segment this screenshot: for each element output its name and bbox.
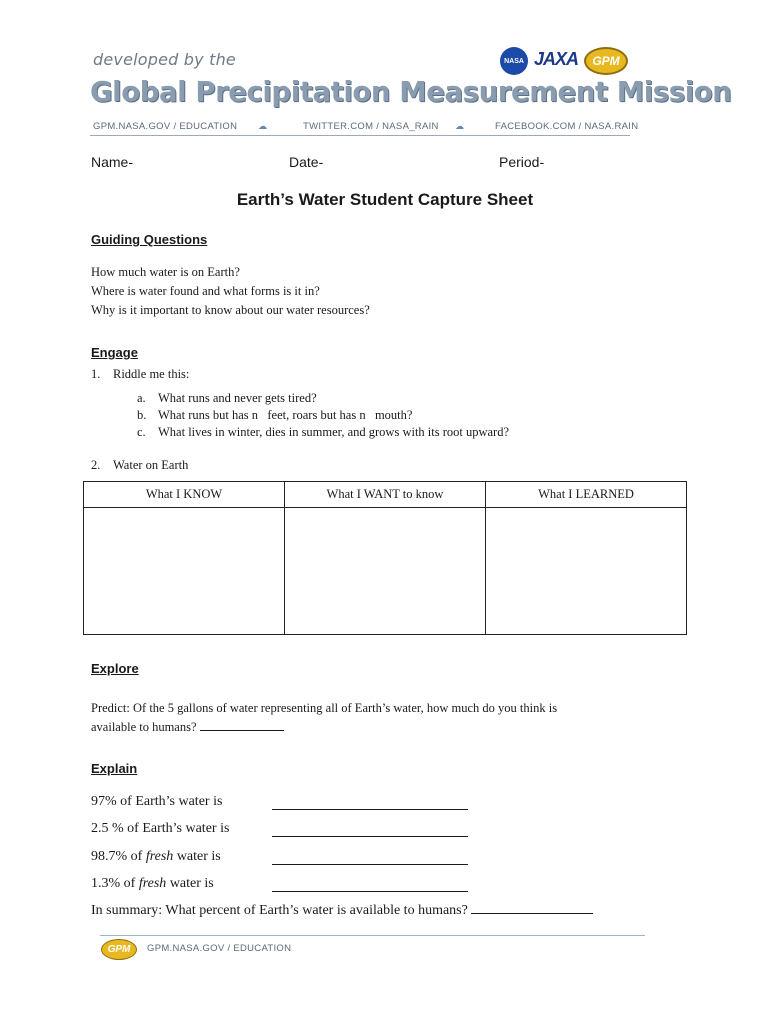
kwl-cell-want[interactable] [285,508,486,635]
footer-link-education[interactable]: GPM.NASA.GOV / EDUCATION [147,943,292,954]
gpm-logo: GPM [584,47,628,75]
guiding-question: How much water is on Earth? [91,265,240,279]
name-field-label: Name- [91,154,134,170]
explain-row-text: 97% of Earth’s water is [91,794,223,809]
kwl-header-learned: What I LEARNED [486,482,687,508]
explain-row [91,849,221,865]
footer-divider [100,935,645,936]
riddle-letter: b. [137,408,147,422]
riddle-letter: c. [137,425,146,439]
kwl-header-know: What I KNOW [84,482,285,508]
answer-blank[interactable] [272,864,468,865]
riddle-text: What runs but has n feet, roars but has n mouth? [158,408,413,422]
period-field-label: Period- [499,154,545,170]
guiding-question: Why is it important to know about our water resources? [91,303,370,317]
answer-blank[interactable] [272,836,468,837]
guiding-questions-list [91,263,651,320]
jaxa-logo: JAXA [534,49,579,69]
answer-blank[interactable] [272,809,468,810]
predict-line-2-text: available to humans? [91,720,197,734]
engage-item-1-text: Riddle me this: [113,367,190,381]
explain-row-italic: fresh [145,849,174,864]
engage-item-2-text: Water on Earth [113,458,189,472]
guiding-questions-heading: Guiding Questions [91,232,208,247]
cloud-icon: ☁ [258,121,267,131]
explain-row-text: 98.7% of [91,849,146,864]
header-divider [90,135,630,136]
kwl-cell-know[interactable] [84,508,285,635]
header-link-facebook[interactable]: FACEBOOK.COM / NASA.RAIN [495,121,639,132]
predict-answer-blank[interactable] [200,730,284,731]
explain-row-text-end: water is [166,876,214,891]
mission-title: Global Precipitation Measurement Mission [90,76,732,108]
riddle-letter: a. [137,391,146,405]
engage-heading: Engage [91,345,138,360]
explain-row-text: 2.5 % of Earth’s water is [91,821,230,836]
header-link-education[interactable]: GPM.NASA.GOV / EDUCATION [93,121,238,132]
riddle-text: What lives in winter, dies in summer, and grows with its root upward? [158,425,510,439]
explain-row-text-end: water is [173,849,221,864]
explore-heading: Explore [91,661,139,676]
kwl-cell-learned[interactable] [486,508,687,635]
engage-item-2-number: 2. [91,458,101,472]
page-title: Earth’s Water Student Capture Sheet [236,190,534,209]
kwl-header-want: What I WANT to know [285,482,486,508]
footer-gpm-logo: GPM [101,939,137,960]
kwl-table [83,481,687,635]
summary-question [91,903,593,919]
cloud-icon: ☁ [455,121,464,131]
header-link-twitter[interactable]: TWITTER.COM / NASA_RAIN [303,121,439,132]
explain-row-text: 1.3% of [91,876,139,891]
predict-line-1: Predict: Of the 5 gallons of water representing all of Earth’s water, how much do you think is [91,701,558,715]
explain-row-italic: fresh [138,876,167,891]
guiding-question: Where is water found and what forms is it in? [91,284,320,298]
explain-heading: Explain [91,761,138,776]
engage-item-1-number: 1. [91,367,101,381]
predict-line-2 [91,718,671,737]
developed-by-text: developed by the [93,50,236,69]
nasa-logo: NASA [500,47,528,75]
predict-question [91,699,671,737]
summary-text: In summary: What percent of Earth’s water is available to humans? [91,903,468,918]
explain-row [91,821,229,837]
summary-answer-blank[interactable] [471,913,593,914]
date-field-label: Date- [289,154,324,170]
explain-row [91,794,222,810]
riddle-text: What runs and never gets tired? [158,391,317,405]
explain-row [91,876,214,892]
answer-blank[interactable] [272,891,468,892]
